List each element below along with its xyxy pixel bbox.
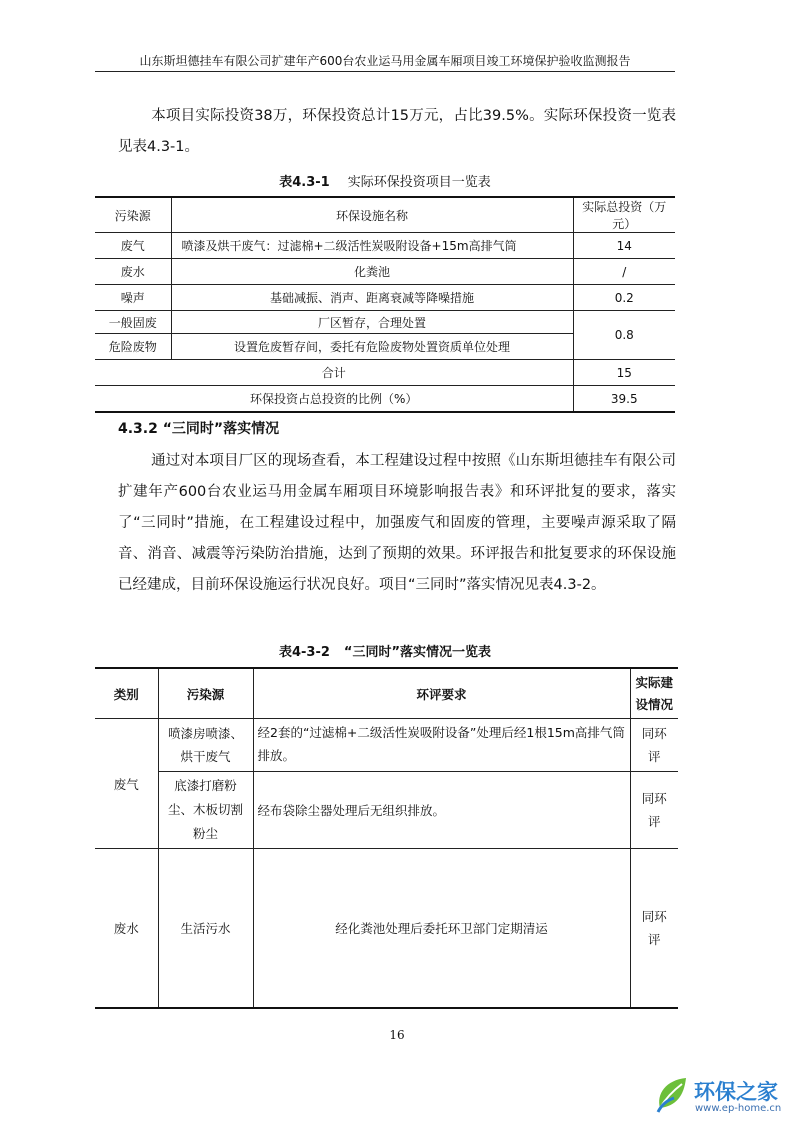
- table2-header-row: [95, 668, 678, 719]
- table2-header-cell: 环评要求: [253, 668, 630, 719]
- table1-facility-cell: 基础减振、消声、距离衰减等降噪措施: [171, 285, 573, 311]
- table2-caption-number: 表4-3-2: [278, 645, 330, 660]
- table1-ratio-label: 环保投资占总投资的比例（%）: [95, 386, 573, 413]
- intro-text: 本项目实际投资38万，环保投资总计15万元，占比39.5%。实际环保投资一览表见表4.3-1。: [118, 108, 676, 155]
- table1-investment-cell: 14: [573, 233, 675, 259]
- table1-source-cell: 一般固废: [95, 311, 171, 334]
- table2-header-cell: 污染源: [158, 668, 253, 719]
- table1-total-value: 15: [573, 360, 675, 386]
- table1-facility-cell: 设置危废暂存间，委托有危险废物处置资质单位处理: [171, 334, 573, 360]
- table2-requirement-cell: 经布袋除尘器处理后无组织排放。: [253, 772, 630, 849]
- table2-source-cell: 底漆打磨粉尘、木板切割粉尘: [158, 772, 253, 849]
- leaf-logo-icon: [652, 1074, 692, 1118]
- table1-caption-title: 实际环保投资项目一览表: [347, 175, 491, 190]
- watermark-name: 环保之家: [694, 1080, 778, 1104]
- table2-status-cell: 同环评: [630, 772, 678, 849]
- table1-facility-cell: 厂区暂存，合理处置: [171, 311, 573, 334]
- table1-source-cell: 废气: [95, 233, 171, 259]
- table2-requirement-cell: 经化粪池处理后委托环卫部门定期清运: [253, 849, 630, 1009]
- table-row: [95, 849, 678, 1009]
- table2-header-cell: 实际建设情况: [630, 668, 678, 719]
- table1-investment-cell: 0.8: [573, 311, 675, 360]
- table2-category-cell: 废气: [95, 719, 158, 849]
- table1-facility-cell: 化粪池: [171, 259, 573, 285]
- table-row: [95, 311, 675, 334]
- table1-header-cell: 污染源: [95, 197, 171, 233]
- table1-ratio-value: 39.5: [573, 386, 675, 413]
- table2-header-cell: 类别: [95, 668, 158, 719]
- table1-investment-cell: 0.2: [573, 285, 675, 311]
- watermark-url[interactable]: www.ep-home.cn: [695, 1103, 782, 1114]
- site-watermark: [652, 1074, 794, 1120]
- table1-header-row: [95, 197, 675, 233]
- table1-source-cell: 噪声: [95, 285, 171, 311]
- table2-status-cell: 同环评: [630, 719, 678, 772]
- table1-caption-number: 表4.3-1: [279, 175, 330, 190]
- table1-facility-cell: 喷漆及烘干废气：过滤棉+二级活性炭吸附设备+15m高排气筒: [171, 233, 573, 259]
- table2-caption: [95, 644, 675, 662]
- table2-source-cell: 生活污水: [158, 849, 253, 1009]
- three-simultaneous-table: [95, 667, 678, 1009]
- table1-investment-cell: /: [573, 259, 675, 285]
- table1-caption: [95, 174, 675, 192]
- section-paragraph: [118, 446, 676, 601]
- table1-source-cell: 危险废物: [95, 334, 171, 360]
- table1-header-cell: 实际总投资（万元）: [573, 197, 675, 233]
- intro-paragraph: [118, 101, 676, 163]
- table2-source-cell: 喷漆房喷漆、烘干废气: [158, 719, 253, 772]
- investment-table: [95, 196, 675, 413]
- table-row: [95, 719, 678, 772]
- section-heading: 4.3.2 “三同时”落实情况: [118, 421, 280, 437]
- table2-requirement-cell: 经2套的“过滤棉+二级活性炭吸附设备”处理后经1根15m高排气筒排放。: [253, 719, 630, 772]
- page-header: 山东斯坦德挂车有限公司扩建年产600台农业运马用金属车厢项目竣工环境保护验收监测报告: [95, 53, 675, 72]
- table-row: [95, 233, 675, 259]
- section-text: 通过对本项目厂区的现场查看，本工程建设过程中按照《山东斯坦德挂车有限公司扩建年产600台农业运马用金属车厢项目环境影响报告表》和环评批复的要求，落实了“三同时”措施，在工程建设过程中，加强废气和固废的管理，主要噪声源采取了隔音、消音、减震等污染防治措施，达到了预期的效果。环评报告和批复要求的环保设施已经建成，目前环保设施运行状况良好。项目“三同时”落实情况见表4.3-2。: [118, 453, 676, 593]
- page-number: 16: [389, 1028, 405, 1042]
- table1-source-cell: 废水: [95, 259, 171, 285]
- table-row: [95, 772, 678, 849]
- table2-caption-title: “三同时”落实情况一览表: [343, 645, 492, 660]
- table-row: [95, 285, 675, 311]
- table2-status-cell: 同环评: [630, 849, 678, 1009]
- table2-category-cell: 废水: [95, 849, 158, 1009]
- table1-total-row: [95, 360, 675, 386]
- table1-header-cell: 环保设施名称: [171, 197, 573, 233]
- table-row: [95, 259, 675, 285]
- table1-ratio-row: [95, 386, 675, 413]
- table1-total-label: 合计: [95, 360, 573, 386]
